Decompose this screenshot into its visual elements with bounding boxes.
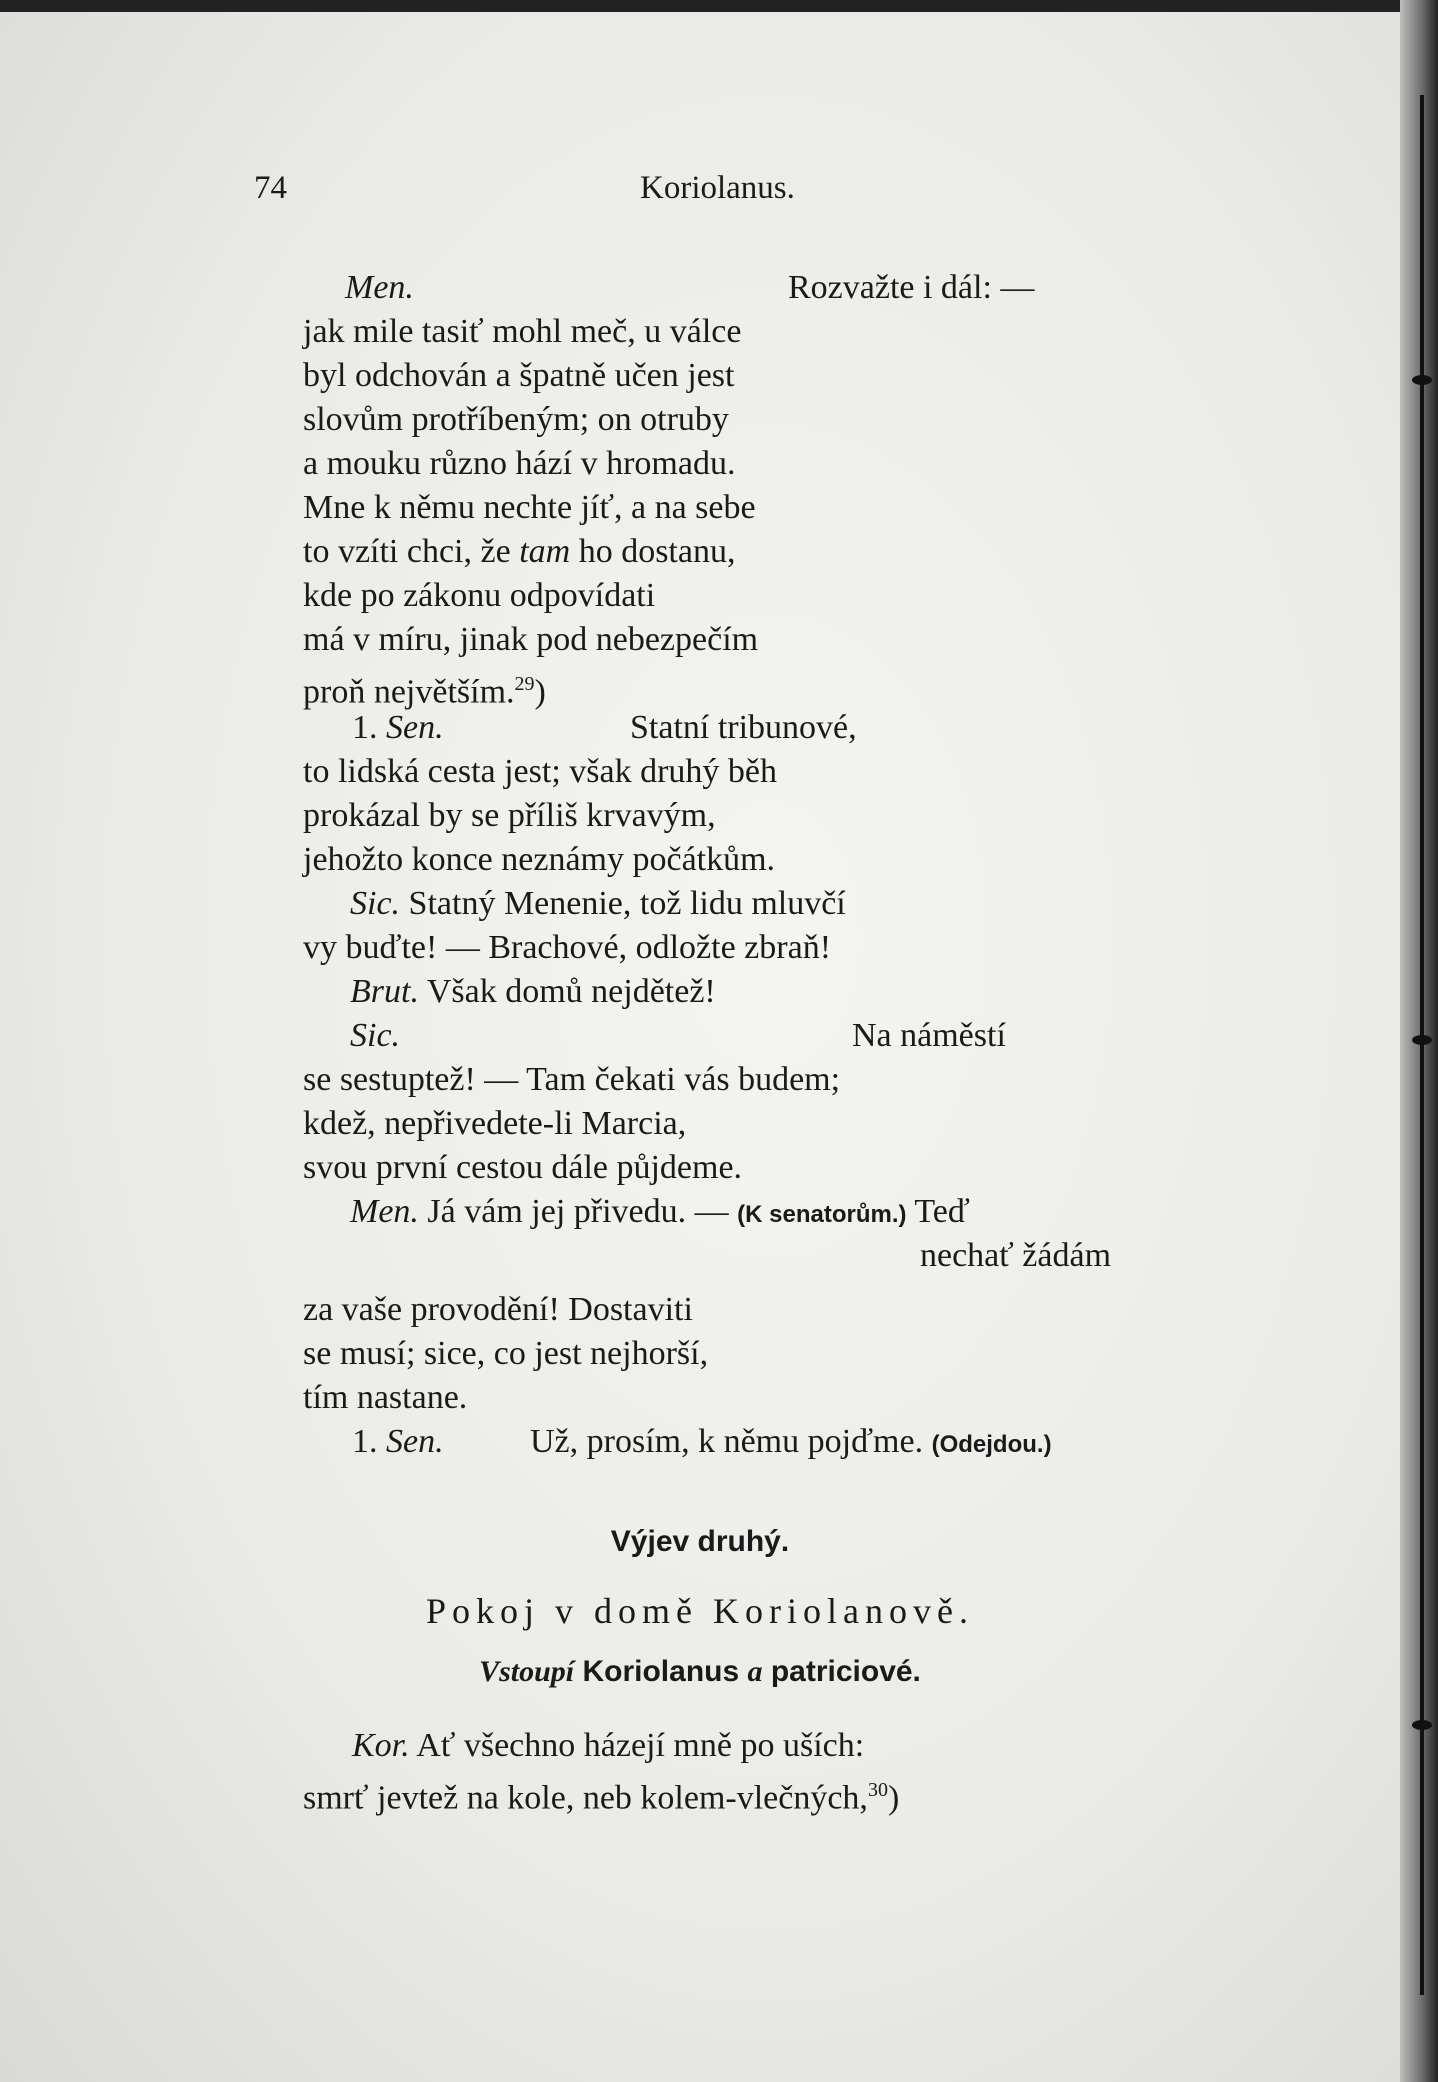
verse-line: jehožto konce neznámy počátkům. <box>303 841 776 878</box>
verse-line: má v míru, jinak pod nebezpečím <box>303 621 759 658</box>
binding-mark <box>1412 1720 1432 1730</box>
verse-line: to vzíti chci, že tam ho dostanu, <box>303 533 736 570</box>
verse-line: Men. Já vám jej přivedu. — (K senatorům.) Teď <box>350 1193 970 1230</box>
verse-line: 1. Sen. <box>352 709 444 746</box>
running-title: Koriolanus. <box>640 170 795 206</box>
verse-line: Už, prosím, k němu pojďme. (Odejdou.) <box>530 1423 1052 1460</box>
stage-direction: (Odejdou.) <box>931 1431 1052 1458</box>
verse-line: Sic. Statný Menenie, tož lidu mluvčí <box>350 885 846 922</box>
verse-line: kde po zákonu odpovídati <box>303 577 656 614</box>
verse-line: jak mile tasiť mohl meč, u válce <box>303 313 742 350</box>
verse-line: Mne k němu nechte jíť, a na sebe <box>303 489 756 526</box>
footnote-ref: 30 <box>867 1779 888 1801</box>
verse-line: Rozvažte i dál: — <box>788 269 1035 306</box>
scene-title: Výjev druhý. <box>610 1525 790 1558</box>
verse-line: a mouku různo hází v hromadu. <box>303 445 736 482</box>
verse-line: Brut. Však domů nejdětež! <box>350 973 716 1010</box>
scene-location: Pokoj v domě Koriolanově. <box>426 1591 974 1631</box>
verse-line: slovům protříbeným; on otruby <box>303 401 729 438</box>
verse-line: Na náměstí <box>852 1017 1006 1054</box>
binding-mark <box>1412 375 1432 385</box>
verse-line: tím nastane. <box>303 1379 468 1416</box>
verse-line: smrť jevtež na kole, neb kolem-vlečných,$^{30}$) <box>303 1779 900 1817</box>
verse-line: Statní tribunové, <box>630 709 857 746</box>
verse-line: svou první cestou dále půjdeme. <box>303 1149 743 1186</box>
verse-line: se musí; sice, co jest nejhorší, <box>303 1335 709 1372</box>
page-header <box>240 170 1040 220</box>
binding-mark <box>1412 1035 1432 1045</box>
verse-line: kdež, nepřivedete-li Marcia, <box>303 1105 687 1142</box>
verse-line: proň největším.$^{29}$) <box>303 673 546 711</box>
verse-line: vy buďte! — Brachové, odložte zbraň! <box>303 929 832 966</box>
verse-line: 1. Sen. <box>352 1423 444 1460</box>
verse-line: Kor. Ať všechno házejí mně po uších: <box>352 1727 865 1764</box>
verse-line: nechať žádám <box>920 1237 1112 1274</box>
verse-line: prokázal by se příliš krvavým, <box>303 797 716 834</box>
scene-entry: Vstoupí Koriolanus a patriciové. <box>479 1655 921 1688</box>
stage-direction: (K senatorům.) <box>737 1201 907 1228</box>
verse-line: to lidská cesta jest; však druhý běh <box>303 753 778 790</box>
verse-line: se sestuptež! — Tam čekati vás budem; <box>303 1061 841 1098</box>
footnote-ref: 29 <box>514 673 535 695</box>
verse-line: byl odchován a špatně učen jest <box>303 357 735 394</box>
verse-line: Sic. <box>350 1017 401 1054</box>
page-number: 74 <box>254 170 287 206</box>
scan-top-edge <box>0 0 1438 12</box>
verse-line: Men. <box>345 269 414 306</box>
verse-line: za vaše provodění! Dostaviti <box>303 1291 693 1328</box>
